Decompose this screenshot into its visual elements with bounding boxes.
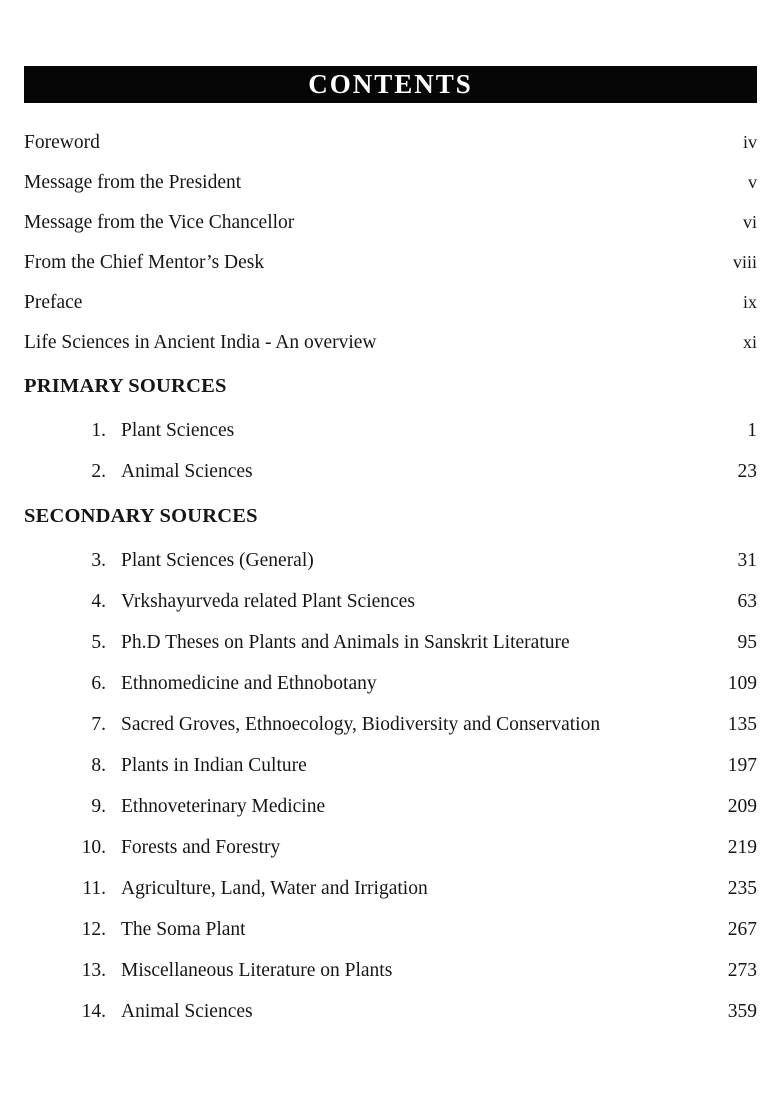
toc-item-number: 3. bbox=[91, 550, 106, 571]
toc-front-row bbox=[24, 242, 757, 282]
toc-item-label: Animal Sciences bbox=[121, 1001, 253, 1022]
toc-item-label: Ethnoveterinary Medicine bbox=[121, 796, 326, 817]
toc-list bbox=[24, 122, 757, 1032]
toc-item-number: 14. bbox=[81, 1001, 106, 1022]
toc-front-row bbox=[24, 122, 757, 162]
toc-item-number: 12. bbox=[81, 919, 106, 940]
toc-entry-label: Preface bbox=[24, 292, 83, 313]
toc-item-number: 9. bbox=[91, 796, 106, 817]
toc-item-label: Sacred Groves, Ethnoecology, Biodiversity and Conservation bbox=[121, 714, 601, 735]
toc-item-page-number: 235 bbox=[727, 878, 757, 899]
toc-item-page-number: 31 bbox=[737, 550, 757, 571]
toc-item-row bbox=[24, 622, 757, 663]
toc-item-label: Forests and Forestry bbox=[121, 837, 281, 858]
toc-item-row bbox=[24, 909, 757, 950]
toc-item-page-number: 197 bbox=[727, 755, 757, 776]
toc-section-heading: PRIMARY SOURCES bbox=[24, 375, 227, 397]
toc-entry-page-number: xi bbox=[742, 332, 757, 352]
toc-item-page-number: 209 bbox=[727, 796, 757, 817]
toc-item-row bbox=[24, 950, 757, 991]
toc-item-row bbox=[24, 868, 757, 909]
toc-entry-page-number: viii bbox=[732, 252, 757, 272]
toc-item-page-number: 63 bbox=[737, 591, 757, 612]
toc-item-row bbox=[24, 540, 757, 581]
toc-entry-page-number: vi bbox=[742, 212, 757, 232]
toc-item-row bbox=[24, 704, 757, 745]
toc-item-row bbox=[24, 410, 757, 451]
toc-item-label: Plants in Indian Culture bbox=[121, 755, 307, 776]
toc-item-number: 11. bbox=[82, 878, 106, 899]
page-title: CONTENTS bbox=[308, 69, 473, 99]
toc-item-number: 5. bbox=[91, 632, 106, 653]
toc-front-row bbox=[24, 202, 757, 242]
toc-item-row bbox=[24, 663, 757, 704]
toc-item-page-number: 273 bbox=[727, 960, 757, 981]
toc-item-number: 4. bbox=[91, 591, 106, 612]
toc-item-label: Miscellaneous Literature on Plants bbox=[121, 960, 393, 981]
toc-entry-label: Message from the Vice Chancellor bbox=[24, 212, 295, 233]
toc-item-page-number: 95 bbox=[737, 632, 757, 653]
toc-item-page-number: 267 bbox=[727, 919, 757, 940]
toc-item-row bbox=[24, 451, 757, 492]
toc-item-label: Plant Sciences (General) bbox=[121, 550, 314, 571]
toc-front-row bbox=[24, 162, 757, 202]
toc-entry-label: Foreword bbox=[24, 132, 100, 153]
toc-item-label: Agriculture, Land, Water and Irrigation bbox=[121, 878, 428, 899]
toc-item-row bbox=[24, 786, 757, 827]
toc-item-page-number: 23 bbox=[737, 461, 757, 482]
toc-entry-page-number: v bbox=[748, 172, 757, 192]
toc-entry-page-number: iv bbox=[742, 132, 757, 152]
toc-section-heading: SECONDARY SOURCES bbox=[24, 505, 258, 527]
toc-entry-label: From the Chief Mentor’s Desk bbox=[24, 252, 265, 273]
toc-item-label: Ph.D Theses on Plants and Animals in Sanskrit Literature bbox=[121, 632, 570, 653]
toc-item-number: 8. bbox=[91, 755, 106, 776]
toc-item-page-number: 1 bbox=[747, 420, 757, 441]
toc-entry-label: Life Sciences in Ancient India - An overview bbox=[24, 332, 377, 353]
toc-item-page-number: 109 bbox=[727, 673, 757, 694]
toc-item-row bbox=[24, 745, 757, 786]
toc-item-number: 7. bbox=[91, 714, 106, 735]
toc-entry-label: Message from the President bbox=[24, 172, 242, 193]
toc-item-page-number: 135 bbox=[727, 714, 757, 735]
toc-item-label: Vrkshayurveda related Plant Sciences bbox=[121, 591, 415, 612]
toc-item-row bbox=[24, 827, 757, 868]
toc-item-number: 2. bbox=[91, 461, 106, 482]
toc-item-label: Plant Sciences bbox=[121, 420, 235, 441]
toc-item-label: Ethnomedicine and Ethnobotany bbox=[121, 673, 377, 694]
toc-item-row bbox=[24, 581, 757, 622]
toc-item-number: 13. bbox=[81, 960, 106, 981]
toc-item-page-number: 359 bbox=[727, 1001, 757, 1022]
toc-item-number: 6. bbox=[91, 673, 106, 694]
toc-item-label: Animal Sciences bbox=[121, 461, 253, 482]
toc-item-label: The Soma Plant bbox=[121, 919, 246, 940]
toc-entry-page-number: ix bbox=[742, 292, 757, 312]
toc-item-page-number: 219 bbox=[727, 837, 757, 858]
toc-item-number: 10. bbox=[81, 837, 106, 858]
toc-item-row bbox=[24, 991, 757, 1032]
toc-front-row bbox=[24, 322, 757, 362]
toc-item-number: 1. bbox=[91, 420, 106, 441]
contents-header-bar bbox=[24, 66, 757, 103]
toc-front-row bbox=[24, 282, 757, 322]
